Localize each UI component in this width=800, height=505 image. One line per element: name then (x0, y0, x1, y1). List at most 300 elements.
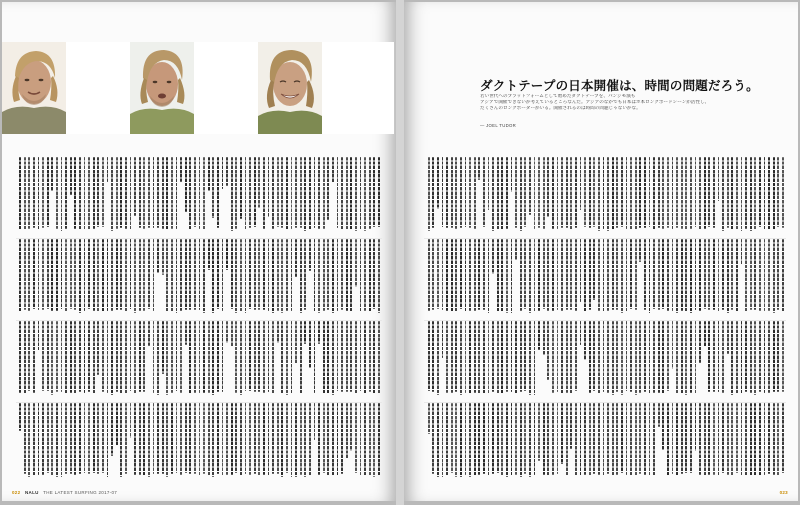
text-line (378, 157, 380, 227)
text-line (451, 403, 453, 473)
text-line (589, 403, 591, 476)
text-line (203, 239, 205, 313)
text-line (676, 239, 678, 313)
text-line (258, 239, 260, 310)
text-line (543, 321, 545, 355)
text-line (474, 403, 476, 476)
portrait-strip (2, 42, 394, 134)
text-line (658, 321, 660, 393)
text-line (672, 157, 674, 229)
text-line (130, 239, 132, 309)
text-line (552, 157, 554, 229)
text-line (245, 403, 247, 474)
text-line (203, 403, 205, 474)
text-line (630, 403, 632, 476)
text-line (695, 157, 697, 227)
text-line (612, 321, 614, 395)
text-line (750, 157, 752, 231)
text-line (231, 403, 233, 475)
text-line (727, 403, 729, 475)
left-page-number: 022 (12, 490, 21, 495)
text-line (511, 239, 513, 313)
text-line (120, 403, 122, 477)
text-line (685, 157, 687, 230)
text-line (538, 239, 540, 311)
text-line (442, 321, 444, 358)
text-line (736, 403, 738, 473)
text-line (713, 403, 715, 475)
text-line (695, 403, 697, 451)
text-line (764, 321, 766, 393)
text-line (603, 157, 605, 229)
text-line (350, 321, 352, 392)
text-line (47, 403, 49, 473)
text-line (626, 239, 628, 312)
text-line (639, 321, 641, 393)
text-line (143, 157, 145, 229)
text-line (226, 239, 228, 270)
text-line (171, 239, 173, 312)
text-line (570, 157, 572, 230)
text-line (506, 321, 508, 392)
text-line (346, 321, 348, 392)
text-line (621, 403, 623, 473)
text-line (125, 321, 127, 394)
text-line (451, 321, 453, 393)
text-line (176, 403, 178, 473)
text-line (501, 403, 503, 476)
text-line (754, 321, 756, 395)
text-line (355, 403, 357, 473)
text-line (708, 403, 710, 475)
text-line (557, 239, 559, 310)
text-line (65, 239, 67, 312)
text-line (212, 157, 214, 218)
text-line (497, 157, 499, 230)
text-line (70, 321, 72, 393)
text-line (649, 403, 651, 476)
text-line (79, 239, 81, 313)
text-line (455, 157, 457, 229)
text-line (667, 321, 669, 391)
text-line (217, 321, 219, 392)
text-line (547, 321, 549, 380)
text-line (520, 403, 522, 477)
left-folio (12, 490, 117, 495)
text-line (580, 321, 582, 345)
text-line (465, 403, 467, 475)
text-line (469, 321, 471, 394)
text-line (653, 321, 655, 393)
text-line (768, 157, 770, 230)
text-line (65, 321, 67, 394)
text-line (603, 321, 605, 392)
text-line (759, 239, 761, 311)
text-line (378, 239, 380, 313)
text-line (341, 321, 343, 392)
magazine-name: NALU (24, 490, 39, 495)
text-band (16, 157, 382, 231)
text-line (24, 157, 26, 230)
text-line (474, 157, 476, 229)
text-line (782, 403, 784, 473)
text-line (65, 157, 67, 229)
text-line (488, 321, 490, 394)
text-line (644, 321, 646, 392)
text-line (309, 157, 311, 230)
text-line (79, 403, 81, 474)
text-line (88, 321, 90, 392)
text-line (538, 157, 540, 228)
text-line (38, 157, 40, 230)
text-line (153, 239, 155, 311)
text-line (185, 239, 187, 310)
text-line (33, 321, 35, 393)
text-line (469, 239, 471, 311)
text-line (557, 157, 559, 229)
text-line (446, 403, 448, 476)
text-line (360, 157, 362, 230)
text-line (478, 403, 480, 475)
text-line (369, 157, 371, 229)
text-line (451, 239, 453, 312)
text-line (662, 403, 664, 450)
text-line (658, 239, 660, 310)
text-line (676, 403, 678, 476)
text-line (240, 403, 242, 476)
text-line (681, 321, 683, 394)
text-line (575, 321, 577, 391)
text-line (506, 157, 508, 229)
text-line (474, 321, 476, 393)
text-line (455, 239, 457, 312)
text-line (102, 321, 104, 392)
text-line (520, 321, 522, 392)
text-line (584, 321, 586, 360)
text-line (134, 157, 136, 216)
text-line (199, 321, 201, 393)
text-line (446, 321, 448, 393)
text-line (318, 239, 320, 313)
text-line (277, 403, 279, 474)
text-line (74, 157, 76, 229)
text-line (134, 321, 136, 394)
text-line (19, 403, 21, 431)
text-line (658, 403, 660, 427)
text-line (364, 157, 366, 231)
text-line (277, 157, 279, 227)
text-line (428, 321, 430, 391)
text-line (143, 239, 145, 311)
text-line (111, 157, 113, 231)
text-line (355, 321, 357, 394)
text-line (552, 239, 554, 311)
text-line (199, 403, 201, 476)
text-line (741, 239, 743, 265)
text-line (501, 239, 503, 312)
text-line (667, 403, 669, 476)
text-line (268, 403, 270, 476)
text-line (432, 321, 434, 392)
portrait-photo-3 (258, 42, 322, 134)
text-line (231, 239, 233, 309)
text-line (764, 239, 766, 311)
text-line (38, 321, 40, 351)
text-line (162, 239, 164, 275)
text-line (84, 321, 86, 393)
text-line (764, 403, 766, 475)
text-line (685, 321, 687, 395)
text-line (515, 157, 517, 228)
text-line (74, 239, 76, 310)
lead-line: 若い世代へのプラットフォームとして始めたダクトテープを、パンジモ演も (480, 94, 636, 99)
text-line (33, 239, 35, 309)
text-line (773, 239, 775, 313)
text-line (497, 321, 499, 394)
text-line (107, 403, 109, 477)
text-line (722, 157, 724, 231)
text-line (699, 157, 701, 230)
text-line (277, 239, 279, 311)
text-line (676, 321, 678, 394)
text-line (42, 157, 44, 228)
text-line (111, 239, 113, 311)
text-line (240, 321, 242, 395)
text-line (350, 403, 352, 451)
text-band (424, 239, 786, 313)
text-line (635, 157, 637, 230)
text-line (741, 403, 743, 476)
text-line (469, 403, 471, 477)
text-line (653, 157, 655, 230)
text-line (254, 239, 256, 310)
text-line (373, 239, 375, 309)
text-line (524, 403, 526, 474)
text-line (731, 157, 733, 230)
text-line (653, 403, 655, 476)
text-line (300, 239, 302, 313)
text-line (143, 321, 145, 392)
text-line (478, 321, 480, 394)
quote-credit: — JOEL TUDOR (480, 123, 517, 128)
text-line (176, 321, 178, 391)
text-line (630, 321, 632, 392)
text-line (501, 157, 503, 230)
text-line (745, 403, 747, 476)
text-line (199, 239, 201, 310)
text-line (203, 321, 205, 393)
text-line (501, 321, 503, 394)
text-line (557, 321, 559, 392)
text-line (432, 403, 434, 474)
text-line (437, 239, 439, 309)
text-line (350, 157, 352, 230)
text-line (662, 321, 664, 394)
text-line (102, 239, 104, 312)
text-line (612, 403, 614, 476)
text-line (658, 157, 660, 228)
text-line (373, 321, 375, 394)
text-line (635, 321, 637, 395)
text-line (235, 403, 237, 473)
text-line (47, 239, 49, 309)
text-line (74, 321, 76, 394)
text-line (24, 239, 26, 310)
text-line (97, 403, 99, 474)
text-line (304, 157, 306, 231)
text-line (773, 403, 775, 475)
text-line (120, 321, 122, 394)
text-line (166, 239, 168, 312)
text-line (437, 321, 439, 395)
text-line (231, 157, 233, 231)
text-line (281, 239, 283, 313)
text-line (249, 157, 251, 228)
text-line (323, 321, 325, 394)
text-line (364, 403, 366, 476)
text-line (460, 239, 462, 309)
text-line (538, 321, 540, 350)
text-line (51, 239, 53, 311)
left-page (2, 2, 396, 501)
text-line (561, 403, 563, 464)
text-line (685, 403, 687, 473)
text-line (580, 239, 582, 302)
text-line (474, 239, 476, 311)
text-line (180, 403, 182, 475)
text-line (570, 403, 572, 449)
text-line (764, 157, 766, 230)
text-line (529, 321, 531, 395)
text-line (295, 239, 297, 277)
text-line (272, 157, 274, 229)
text-line (635, 239, 637, 310)
text-line (125, 157, 127, 229)
text-line (593, 239, 595, 300)
text-line (84, 403, 86, 473)
text-line (360, 403, 362, 476)
text-line (162, 157, 164, 229)
text-line (759, 321, 761, 392)
text-line (355, 157, 357, 231)
text-line (97, 239, 99, 312)
text-line (245, 321, 247, 391)
text-line (148, 321, 150, 346)
text-line (56, 403, 58, 477)
text-line (511, 321, 513, 392)
text-line (736, 157, 738, 230)
text-line (61, 321, 63, 392)
text-line (231, 321, 233, 347)
text-line (88, 403, 90, 474)
text-line (235, 321, 237, 393)
text-line (566, 157, 568, 228)
text-line (630, 157, 632, 230)
text-line (644, 403, 646, 475)
text-line (446, 157, 448, 228)
text-line (777, 157, 779, 227)
text-line (134, 403, 136, 475)
text-line (782, 239, 784, 312)
text-line (277, 321, 279, 343)
text-line (28, 239, 30, 311)
text-line (235, 239, 237, 313)
text-line (61, 157, 63, 231)
text-line (524, 321, 526, 391)
text-line (332, 321, 334, 395)
text-line (718, 321, 720, 392)
text-line (323, 239, 325, 311)
text-line (534, 157, 536, 229)
text-line (616, 239, 618, 310)
text-line (768, 239, 770, 311)
text-line (708, 157, 710, 227)
text-line (543, 239, 545, 309)
text-line (346, 403, 348, 459)
text-line (584, 239, 586, 312)
text-line (722, 403, 724, 473)
text-line (61, 239, 63, 309)
text-line (254, 403, 256, 474)
text-line (212, 321, 214, 395)
text-line (139, 239, 141, 311)
text-line (589, 239, 591, 310)
article-headline: ダクトテープの日本開催は、時間の問題だろう。 (480, 78, 759, 93)
text-line (373, 157, 375, 227)
text-line (616, 157, 618, 228)
text-line (153, 157, 155, 228)
text-line (690, 403, 692, 473)
left-body-text (16, 157, 382, 477)
text-line (777, 239, 779, 310)
text-line (699, 239, 701, 311)
text-line (254, 321, 256, 392)
text-line (291, 239, 293, 311)
text-line (61, 403, 63, 477)
text-line (543, 403, 545, 475)
text-line (520, 239, 522, 311)
text-line (492, 157, 494, 231)
text-line (157, 239, 159, 273)
text-line (139, 321, 141, 392)
text-line (286, 239, 288, 311)
lead-paragraph (480, 94, 770, 112)
text-line (704, 321, 706, 347)
text-line (511, 157, 513, 192)
text-line (607, 403, 609, 474)
text-line (681, 403, 683, 474)
text-band (16, 239, 382, 313)
text-line (644, 157, 646, 228)
text-line (19, 239, 21, 312)
text-line (97, 321, 99, 375)
text-line (309, 239, 311, 271)
text-line (432, 157, 434, 228)
text-line (497, 403, 499, 473)
text-line (212, 403, 214, 477)
text-line (42, 403, 44, 475)
right-page-number: 023 (779, 490, 788, 495)
text-line (773, 321, 775, 392)
text-line (235, 157, 237, 229)
text-line (561, 157, 563, 228)
text-line (598, 239, 600, 311)
text-line (47, 157, 49, 227)
text-line (649, 239, 651, 313)
text-line (529, 157, 531, 215)
text-line (116, 403, 118, 446)
text-line (332, 157, 334, 183)
